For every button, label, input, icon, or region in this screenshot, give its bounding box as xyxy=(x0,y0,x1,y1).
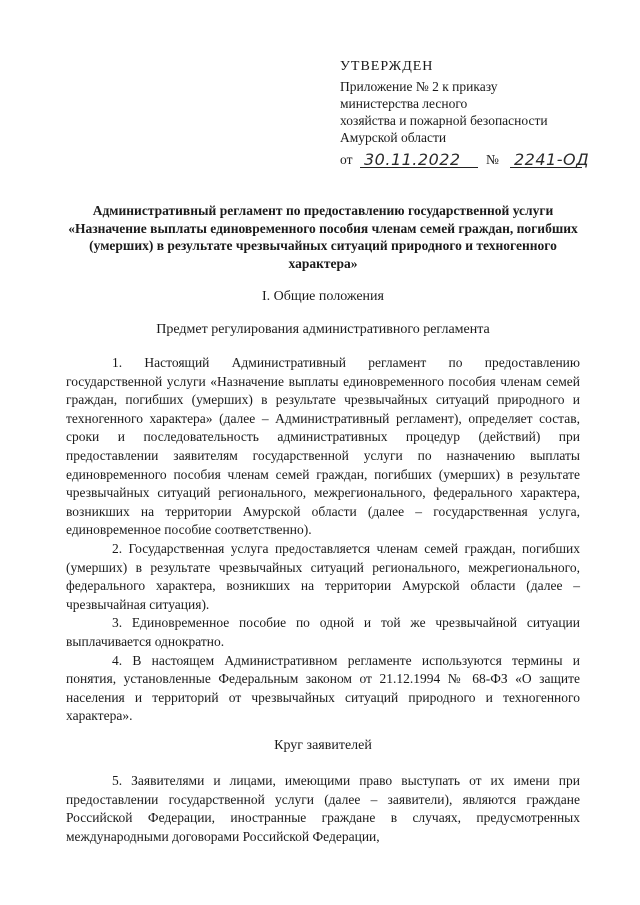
order-date-number-row xyxy=(340,148,600,170)
order-date-field xyxy=(360,148,478,168)
approval-line: Амурской области xyxy=(340,130,447,145)
approval-line: Приложение № 2 к приказу xyxy=(340,79,498,94)
regulation-body xyxy=(66,354,580,726)
handwritten-date: 30.11.2022 xyxy=(364,150,461,169)
approval-block xyxy=(340,58,600,170)
order-number-field xyxy=(510,148,590,169)
handwritten-number: 2241-ОД xyxy=(514,150,590,169)
paragraph: 1. Настоящий Административный регламент по предоставлению государственной услуги «Назначение выплаты единовременного пособия членам семей граждан, погибших (умерших) в результате чрезвычайных ситуаций природного и техногенного характера» (далее – Административный регламент), определяет состав, сроки и последовательность административных процедур (действий) при предоставлении заявителям государственной услуги по назначению выплаты единовременного пособия членам семей граждан, погибших (умерших) в результате чрезвычайных ситуаций регионального, межрегионального, федерального характера, возникших на территории Амурской области (далее – государственная услуга, единовременное пособие соответственно). xyxy=(66,355,580,538)
paragraph: 4. В настоящем Административном регламенте используются термины и понятия, установленные Федеральным законом от 21.12.1994 № 68-ФЗ «О защите населения и территорий от чрезвычайных ситуаций природного и техногенного характера». xyxy=(66,652,580,724)
paragraph: 2. Государственная услуга предоставляется членам семей граждан, погибших (умерших) в результате чрезвычайных ситуаций регионального, межрегионального, федерального характера, возникших на территории Амурской области (далее – чрезвычайная ситуация). xyxy=(66,540,580,612)
date-prefix: от xyxy=(340,152,353,167)
document-title: Административный регламент по предоставлению государственной услуги «Назначение выплаты единовременного пособия членам семей граждан, погибших (умерших) в результате чрезвычайных ситуаций природного и техногенного характера» xyxy=(68,203,578,271)
paragraph: 5. Заявителями и лицами, имеющими право выступать от их имени при предоставлении государственной услуги (далее – заявители), являются граждане Российской Федерации, иностранные граждане в случаях, предусмотренных международными договорами Российской Федерации, xyxy=(66,773,580,844)
section-heading: I. Общие положения xyxy=(262,289,384,304)
applicants-body xyxy=(66,772,580,846)
subsection-heading: Предмет регулирования административного регламента xyxy=(156,322,490,337)
approval-stamp: УТВЕРЖДЕН xyxy=(340,59,434,74)
approval-line: хозяйства и пожарной безопасности xyxy=(340,113,548,128)
subsection-heading: Круг заявителей xyxy=(274,738,372,753)
number-prefix: № xyxy=(486,152,499,167)
approval-line: министерства лесного xyxy=(340,96,468,111)
paragraph: 3. Единовременное пособие по одной и той же чрезвычайной ситуации выплачивается однократно. xyxy=(66,615,580,649)
